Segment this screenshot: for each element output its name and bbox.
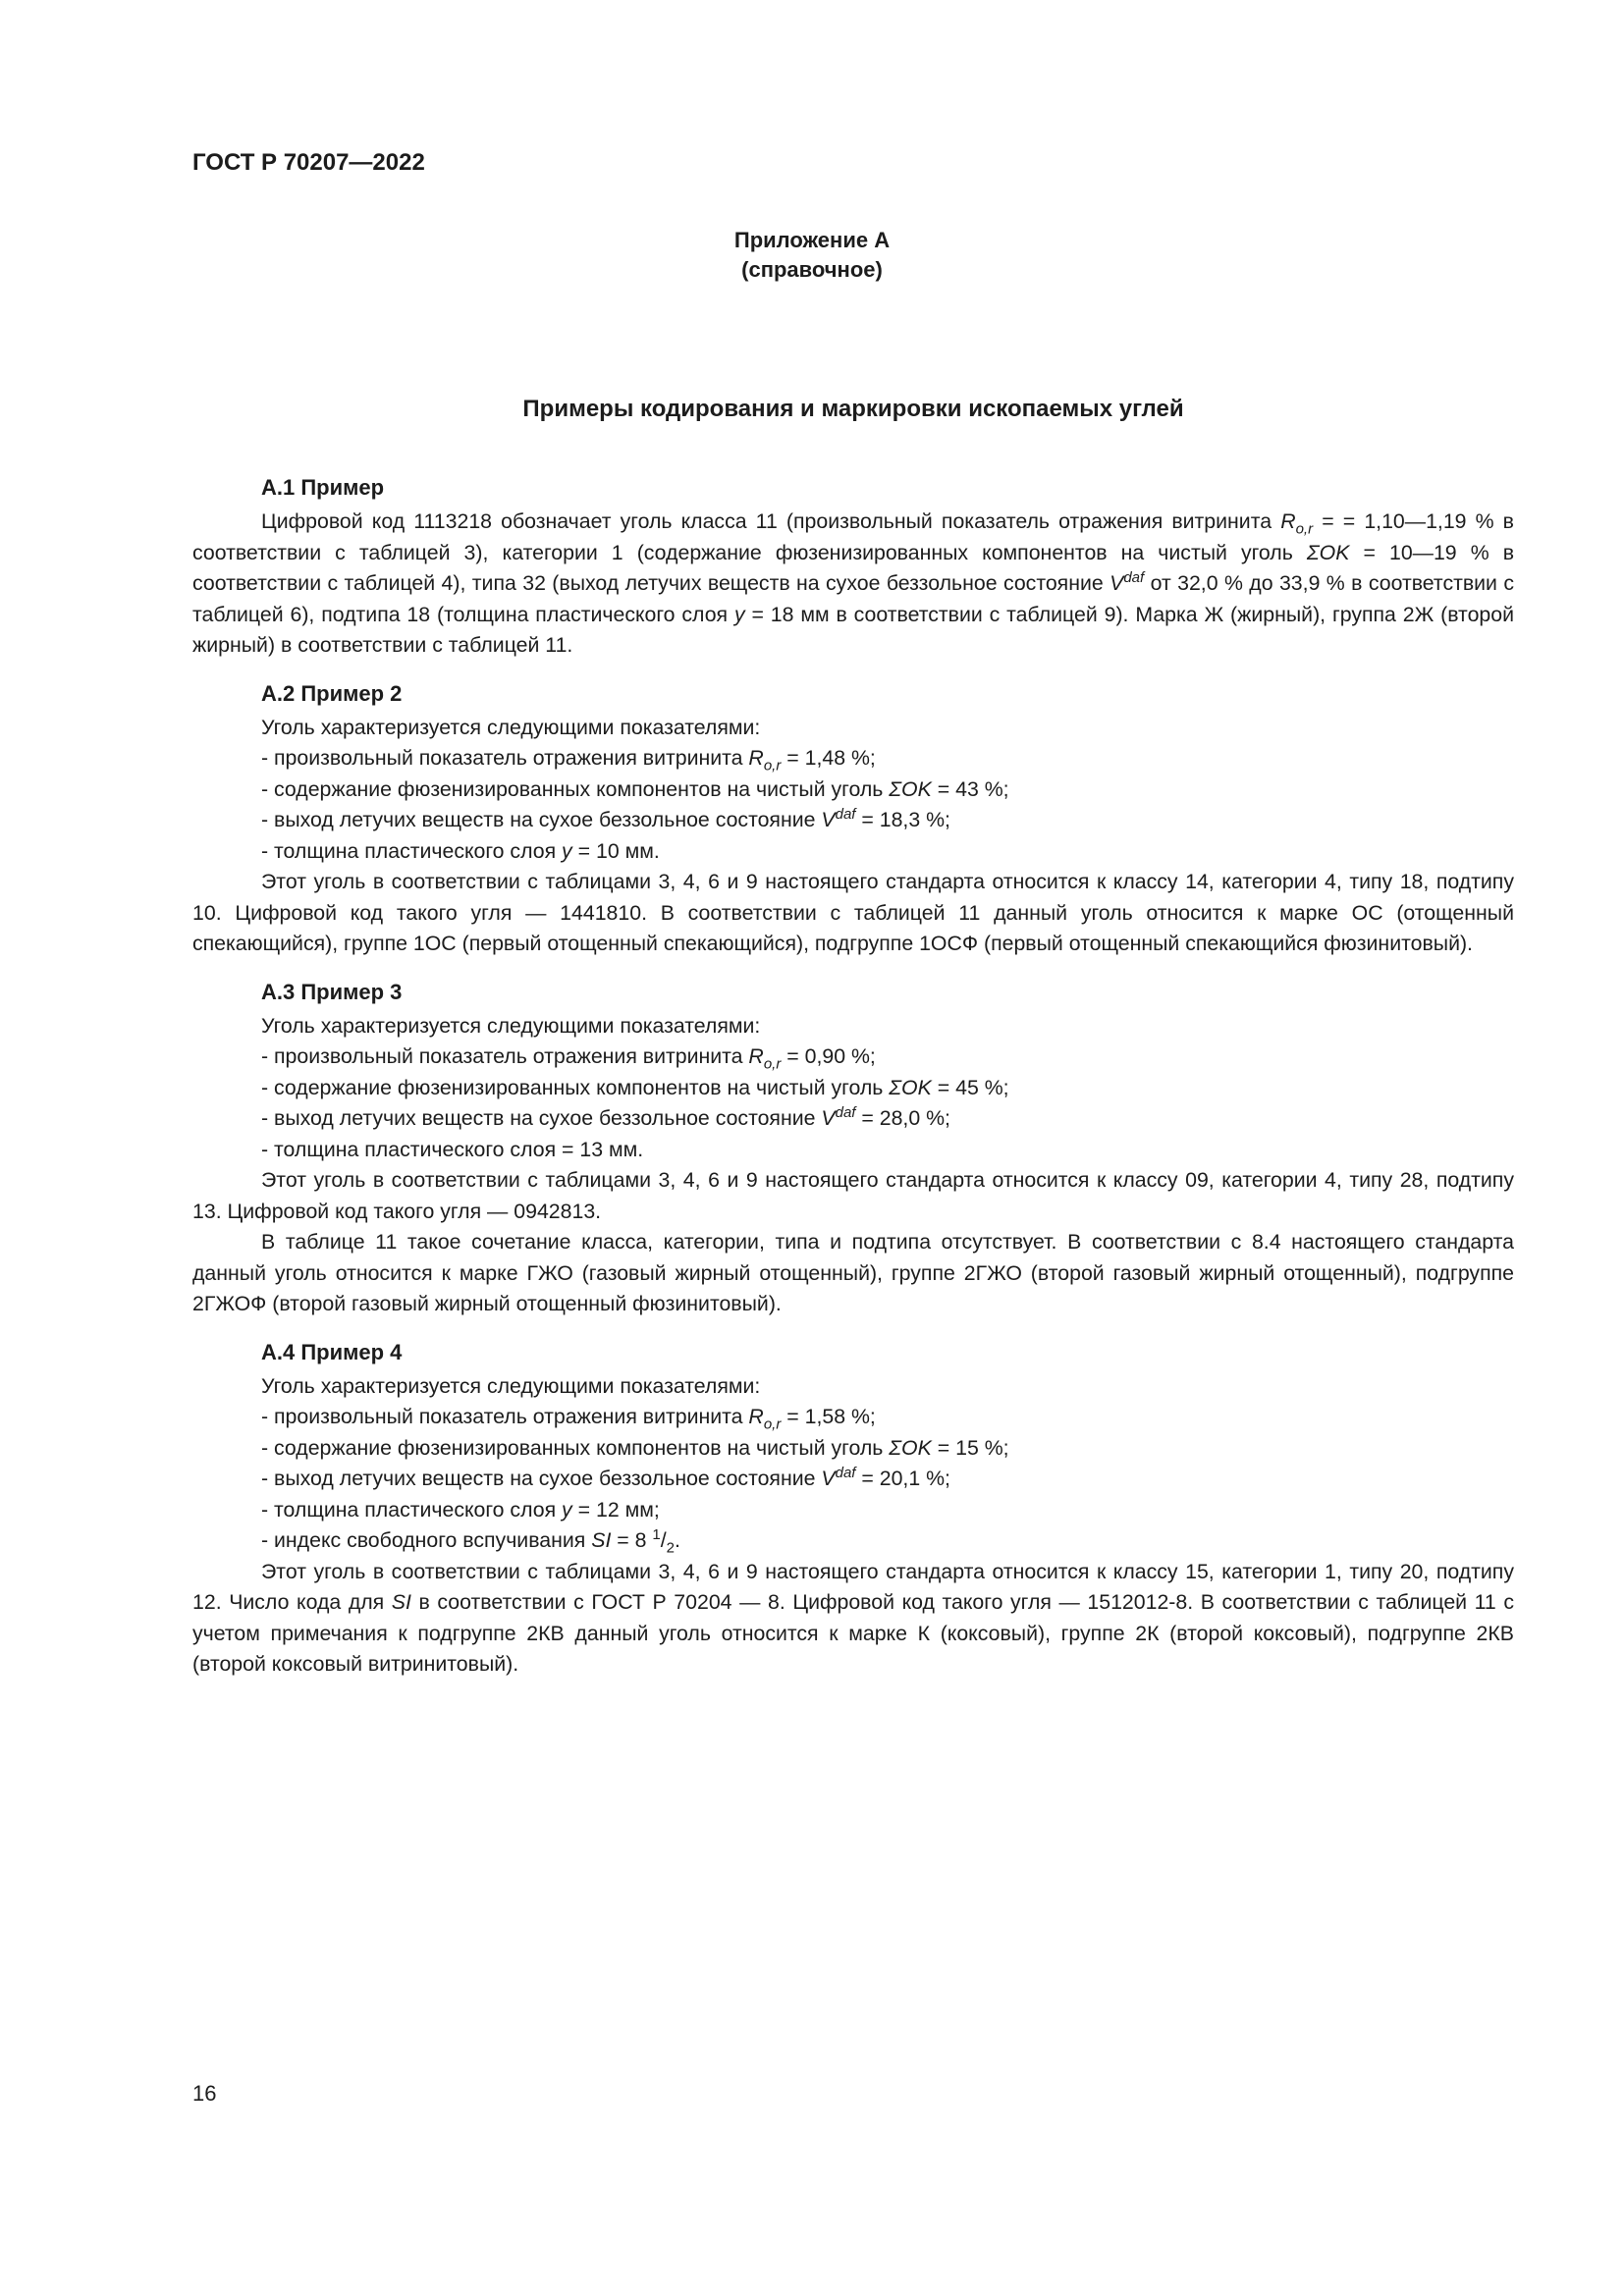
symbol-sum-ok: ΣOK (889, 1435, 932, 1460)
section-a3-heading: А.3 Пример 3 (261, 979, 403, 1004)
text-run: индекс свободного вспучивания (274, 1528, 592, 1552)
document-title: Примеры кодирования и маркировки ископаемых углей (522, 396, 1184, 422)
text-run: = = 1,10—1,19 % в соответствии с таблицей 3), категории 1 (содержание фюзенизированных компонентов на чистый уголь (192, 509, 1514, 564)
list-item (261, 1433, 1514, 1465)
text-run: произвольный показатель отражения витринита (274, 746, 749, 770)
text-run: = 20,1 %; (855, 1467, 950, 1490)
text-run: = 43 %; (931, 776, 1009, 801)
symbol-r: R (748, 1405, 764, 1428)
symbol-v: V (821, 1467, 836, 1490)
symbol-si: SI (391, 1590, 411, 1614)
subscript-or: o,r (763, 757, 782, 774)
text-run: в соответствии с ГОСТ Р 70204 — 8. Цифровой код такого угля — 1512012-8. В соответствии с таблицей 11 с учетом примечания к подгруппе 2КВ данный уголь относится к марке К (коксовый), группе 2К (второй коксовый), подгруппе 2КВ (второй коксовый витринитовый). (192, 1590, 1514, 1676)
superscript-daf: daf (1123, 568, 1145, 586)
section-a3-paragraph-1: Этот уголь в соответствии с таблицами 3, 4, 6 и 9 настоящего стандарта относится к классу 09, категории 4, типу 28, подтипу 13. Цифровой код такого угля — 0942813. (192, 1168, 1514, 1223)
text-run: выход летучих веществ на сухое беззольное состояние (274, 808, 822, 831)
symbol-sum-ok: ΣOK (889, 1075, 932, 1099)
text-run: от 32,0 % до 33,9 % в соответствии с таблицей 6), подтипа 18 (толщина пластического слоя (192, 571, 1514, 626)
section-a4-list (192, 1402, 1514, 1557)
symbol-r: R (748, 1044, 764, 1068)
text-run: = 15 %; (931, 1435, 1009, 1460)
text-run: Этот уголь в соответствии с таблицами 3, 4, 6 и 9 настоящего стандарта относится к классу 15, категории 1, типу 20, подтипу 12. Число кода для (192, 1559, 1514, 1614)
text-run: толщина пластического слоя (274, 838, 563, 863)
text-run: = 18 мм в соответствии с таблицей 9). Марка Ж (жирный), группа 2Ж (второй жирный) в соответствии с таблицей 11. (192, 602, 1514, 657)
section-a4-heading: А.4 Пример 4 (261, 1339, 403, 1364)
text-run: = 1,48 %; (781, 746, 876, 770)
document-body (192, 473, 1514, 1698)
section-a4-lead: Уголь характеризуется следующими показателями: (261, 1373, 761, 1398)
list-item (261, 836, 1514, 868)
section-a1-paragraph (192, 507, 1514, 662)
superscript-daf: daf (835, 1464, 856, 1481)
symbol-v: V (1110, 571, 1124, 595)
text-run: = 18,3 %; (855, 808, 950, 831)
text-run: толщина пластического слоя (274, 1497, 563, 1522)
text-run: = 0,90 %; (781, 1044, 876, 1068)
text-run: содержание фюзенизированных компонентов на чистый уголь (274, 1435, 890, 1460)
fraction-denominator: 2 (666, 1539, 676, 1557)
symbol-v: V (821, 808, 836, 831)
list-item (261, 1495, 1514, 1526)
list-item (261, 1402, 1514, 1433)
list-item (261, 1073, 1514, 1104)
symbol-sum-ok: ΣOK (1306, 540, 1350, 564)
symbol-y: y (562, 838, 572, 863)
annex-heading (0, 226, 1624, 285)
section-a3-lead: Уголь характеризуется следующими показателями: (261, 1013, 761, 1038)
section-a3 (192, 978, 1514, 1320)
symbol-y: y (733, 602, 745, 626)
section-a1 (192, 473, 1514, 662)
section-a4 (192, 1338, 1514, 1681)
section-a2-list (192, 743, 1514, 867)
subscript-or: o,r (1295, 520, 1314, 538)
superscript-daf: daf (835, 805, 856, 823)
section-a3-paragraph-2: В таблице 11 такое сочетание класса, категории, типа и подтипа отсутствует. В соответствии с 8.4 настоящего стандарта данный уголь относится к марке ГЖО (газовый жирный отощенный), группе 2ГЖО (второй газовый жирный отощенный), подгруппе 2ГЖОФ (второй газовый жирный отощенный фюзинитовый). (192, 1230, 1514, 1315)
section-a2-paragraph: Этот уголь в соответствии с таблицами 3, 4, 6 и 9 настоящего стандарта относится к классу 14, категории 4, типу 18, подтипу 10. Цифровой код такого угля — 1441810. В соответствии с таблицей 11 данный уголь относится к марке ОС (отощенный спекающийся), группе 1ОС (первый отощенный спекающийся), подгруппе 1ОСФ (первый отощенный спекающийся фюзинитовый). (192, 870, 1514, 955)
list-item (261, 1464, 1514, 1495)
text-run: = 10—19 % в соответствии с таблицей 4), типа 32 (выход летучих веществ на сухое беззольное состояние (192, 540, 1515, 595)
text-run: содержание фюзенизированных компонентов на чистый уголь (274, 1075, 890, 1099)
subscript-or: o,r (763, 1055, 782, 1073)
annex-type: (справочное) (741, 257, 883, 282)
list-item (261, 1041, 1514, 1073)
list-item (261, 805, 1514, 836)
list-item: - толщина пластического слоя = 13 мм. (261, 1135, 1514, 1166)
section-a1-heading: А.1 Пример (261, 475, 385, 500)
section-a2-lead: Уголь характеризуется следующими показателями: (261, 715, 761, 739)
text-run: . (675, 1528, 680, 1552)
superscript-daf: daf (835, 1103, 856, 1121)
text-run: Цифровой код 1113218 обозначает уголь класса 11 (произвольный показатель отражения витринита (261, 509, 1281, 533)
fraction-numerator: 1 (652, 1525, 661, 1543)
text-run: произвольный показатель отражения витринита (274, 1044, 749, 1068)
text-run: = 12 мм; (571, 1497, 660, 1522)
text-run: = 8 (611, 1528, 653, 1552)
symbol-y: y (562, 1497, 572, 1522)
text-run: произвольный показатель отражения витринита (274, 1405, 749, 1428)
symbol-si: SI (591, 1528, 612, 1552)
section-a3-list (192, 1041, 1514, 1165)
text-run: выход летучих веществ на сухое беззольное состояние (274, 1106, 822, 1130)
section-a2-heading: А.2 Пример 2 (261, 680, 403, 706)
symbol-sum-ok: ΣOK (889, 776, 932, 801)
annex-title: Приложение А (733, 228, 891, 252)
symbol-r: R (748, 746, 764, 770)
fraction-slash: / (660, 1528, 667, 1552)
section-a4-paragraph (192, 1557, 1514, 1681)
text-run: содержание фюзенизированных компонентов на чистый уголь (274, 776, 890, 801)
list-item (261, 1103, 1514, 1135)
list-item (261, 743, 1514, 774)
text-run: = 28,0 %; (855, 1106, 950, 1130)
list-item (261, 774, 1514, 806)
symbol-r: R (1280, 509, 1296, 533)
text-run: выход летучих веществ на сухое беззольное состояние (274, 1467, 822, 1490)
page-number: 16 (192, 2081, 217, 2106)
standard-code: ГОСТ Р 70207—2022 (192, 149, 425, 176)
text-run: = 45 %; (931, 1075, 1009, 1099)
text-run: = 10 мм. (571, 838, 660, 863)
symbol-v: V (821, 1106, 836, 1130)
list-item (261, 1525, 1514, 1557)
subscript-or: o,r (763, 1415, 782, 1433)
text-run: = 1,58 %; (781, 1405, 876, 1428)
section-a2 (192, 679, 1514, 960)
